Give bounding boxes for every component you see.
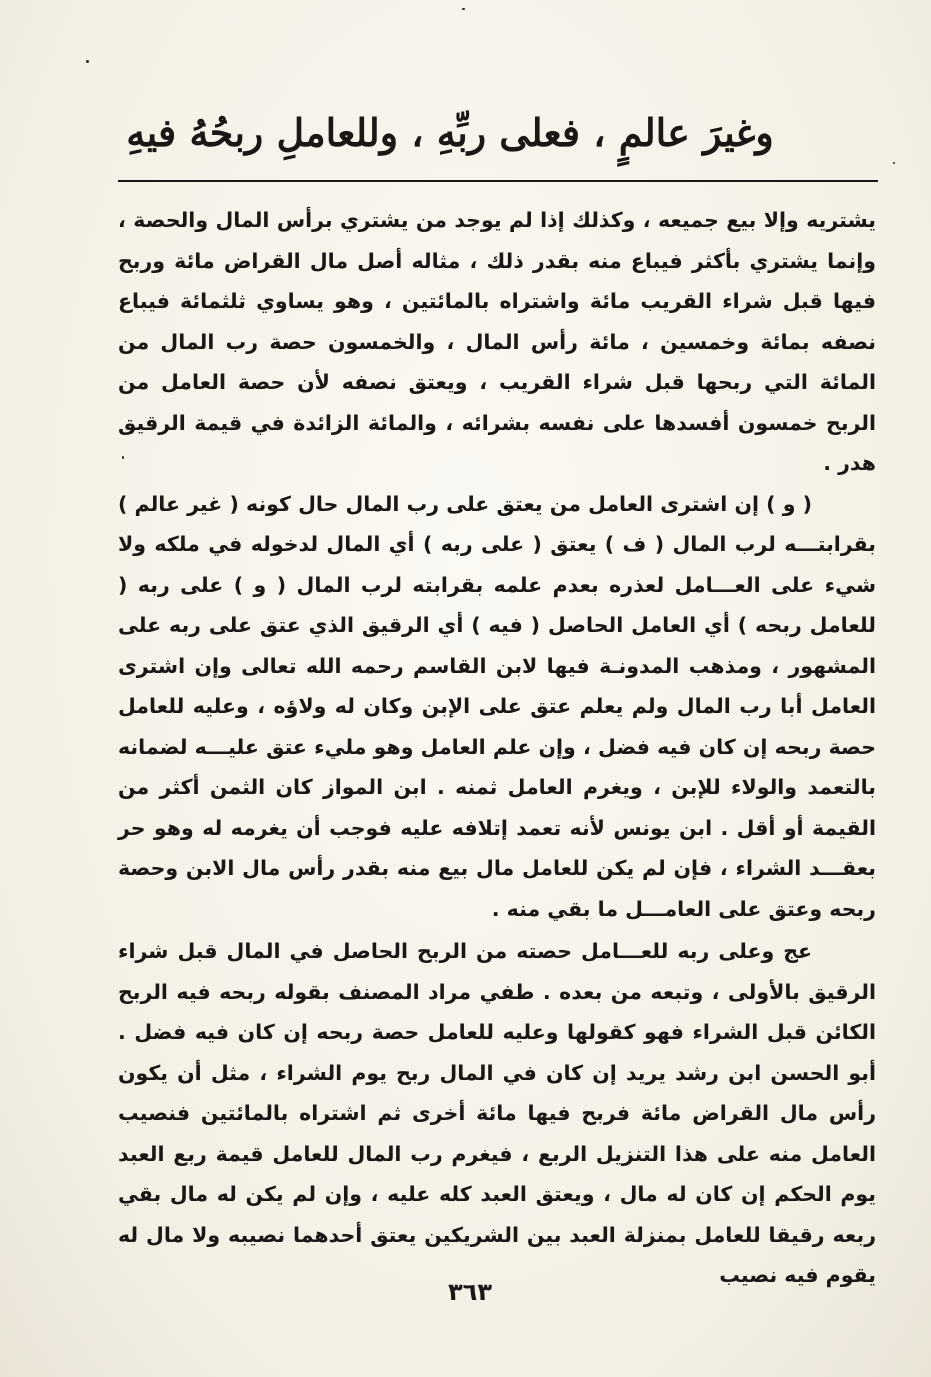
- header-rule: [118, 180, 878, 182]
- scan-speck: [893, 162, 895, 164]
- paragraph: ( و ) إن اشترى العامل من يعتق على رب المال حال كونه ( غير عالم ) بقرابتـــه لرب المال ( ف ) يعتق ( على ربه ) أي المال لدخوله في ملكه ولا شيء على العـــامل لعذره بعدم علمه بقرابته لرب المال ( و ) على ربه ( للعامل ربحه ) أي العامل الحاصل ( فيه ) أي الرقيق الذي عتق على ربه على المشهور ، ومذهب المدونـة فيها لابن القاسم رحمه الله تعالى وإن اشترى العامل أبا رب المال ولم يعلم عتق على الإبن وكان له ولاؤه ، وعليه للعامل حصة ربحه إن كان فيه فضل ، وإن علم العامل وهو مليء عتق عليـــه لضمانه بالتعمد والولاء للإبن ، ويغرم العامل ثمنه . ابن المواز كان الثمن أكثر من القيمة أو أقل . ابن يونس لأنه تعمد إتلافه عليه فوجب أن يغرمه له وهو حر بعقـــد الشراء ، فإن لم يكن للعامل مال بيع منه بقدر رأس مال الابن وحصة ربحه وعتق على العامـــل ما بقي منه .: [118, 491, 876, 921]
- paragraph: يشتريه وإلا بيع جميعه ، وكذلك إذا لم يوجد من يشتري برأس المال والحصة ، وإنما يشتري بأكثر فيباع منه بقدر ذلك ، مثاله أصل مال القراض مائة وربح فيها قبل شراء القريب مائة واشتراه بالمائتين ، وهو يساوي ثلثمائة فيباع نصفه بمائة وخمسين ، مائة رأس المال ، والخمسون حصة رب المال من المائة التي ربحها قبل شراء القريب ، ويعتق نصفه لأن حصة العامل من الربح خمسون أفسدها على نفسه بشرائه ، والمائة الزائدة في قيمة الرقيق هدر .: [118, 208, 876, 475]
- main-text: [118, 200, 876, 1296]
- running-head: وغيرَ عالمٍ ، فعلى ربِّهِ ، وللعاملِ ربحُهُ فيهِ: [126, 110, 774, 155]
- paragraph: عج وعلى ربه للعـــامل حصته من الربح الحاصل في المال قبل شراء الرقيق بالأولى ، وتبعه من بعده . طفي مراد المصنف بقوله ربحه فيه الربح الكائن قبل الشراء فهو كقولها وعليه للعامل حصة ربحه إن كان فيه فضل . أبو الحسن ابن رشد يريد إن كان في المال ربح يوم الشراء ، مثل أن يكون رأس مال القراض مائة فربح فيها مائة أخرى ثم اشتراه بالمائتين فنصيب العامل منه على هذا التنزيل الربع ، فيغرم رب المال للعامل قيمة ربع العبد يوم الحكم إن كان له مال ، ويعتق العبد كله عليه ، وإن لم يكن له مال بقي ربعه رقيقا للعامل بمنزلة العبد بين الشريكين يعتق أحدهما نصيبه ولا مال له يقوم فيه نصيب: [118, 939, 876, 1287]
- page-number: ٣٦٣: [448, 1278, 492, 1306]
- scan-speck: [86, 60, 89, 63]
- scan-speck: [462, 8, 465, 10]
